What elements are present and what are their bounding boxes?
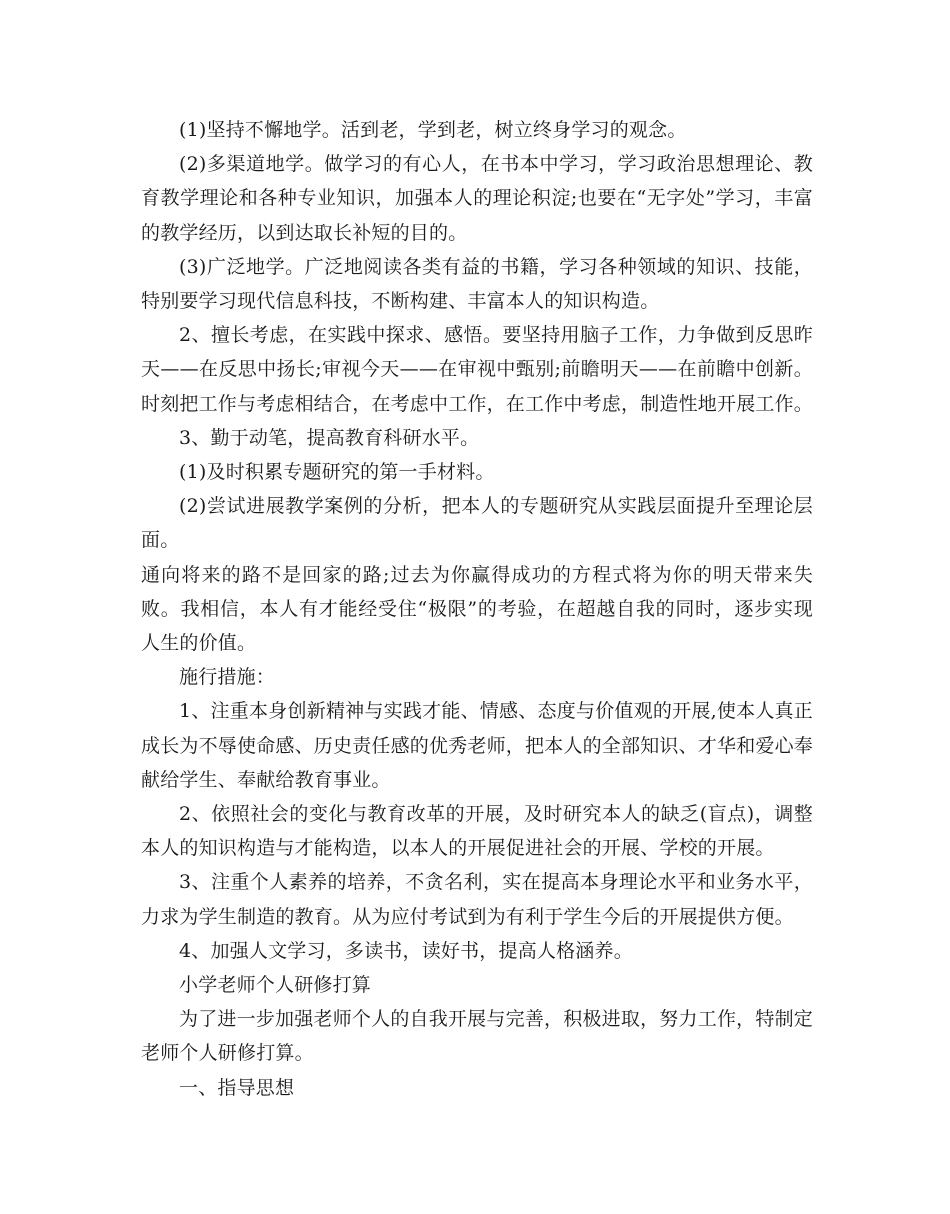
paragraph: (1)坚持不懈地学。活到老，学到老，树立终身学习的观念。: [179, 119, 687, 141]
paragraph: 2、依照社会的变化与教育改革的开展，及时研究本人的缺乏(盲点)，调整本人的知识构造与才能构造，以本人的开展促进社会的开展、学校的开展。: [141, 803, 813, 860]
paragraph: (2)尝试进展教学案例的分析，把本人的专题研究从实践层面提升至理论层面。: [141, 495, 813, 552]
document-body: [141, 113, 813, 1105]
paragraph: 3、注重个人素养的培养，不贪名利，实在提高本身理论水平和业务水平，力求为学生制造的教育。从为应付考试到为有利于学生今后的开展提供方便。: [141, 871, 813, 928]
paragraph: (1)及时积累专题研究的第一手材料。: [179, 461, 495, 484]
section-heading: 小学老师个人研修打算: [179, 974, 372, 997]
paragraph: 4、加强人文学习，多读书，读好书，提高人格涵养。: [179, 939, 633, 962]
paragraph: 3、勤于动笔，提高教育科研水平。: [179, 426, 480, 449]
section-heading: 一、指导思想: [179, 1076, 295, 1099]
paragraph: 1、注重本身创新精神与实践才能、情感、态度与价值观的开展,使本人真正成长为不辱使命感、历史责任感的优秀老师，把本人的全部知识、才华和爱心奉献给学生、奉献给教育事业。: [141, 700, 814, 791]
paragraph: (2)多渠道地学。做学习的有心人，在书本中学习，学习政治思想理论、教育教学理论和各种专业知识，加强本人的理论积淀;也要在“无字处”学习，丰富的教学经历，以到达取长补短的目的。: [141, 153, 813, 244]
paragraph: 通向将来的路不是回家的路;过去为你赢得成功的方程式将为你的明天带来失败。我相信，本人有才能经受住“极限”的考验，在超越自我的同时，逐步实现人生的价值。: [141, 563, 813, 655]
paragraph: 2、擅长考虑，在实践中探求、感悟。要坚持用脑子工作，力争做到反思昨天——在反思中扬长;审视今天——在审视中甄别;前瞻明天——在前瞻中创新。时刻把工作与考虑相结合，在考虑中工作，在工作中考虑，制造性地开展工作。: [141, 324, 814, 415]
paragraph: 施行措施：: [179, 666, 276, 689]
paragraph: 为了进一步加强老师个人的自我开展与完善，积极进取，努力工作，特制定老师个人研修打算。: [141, 1008, 813, 1065]
paragraph: (3)广泛地学。广泛地阅读各类有益的书籍，学习各种领域的知识、技能，特别要学习现代信息科技，不断构建、丰富本人的知识构造。: [141, 255, 813, 313]
